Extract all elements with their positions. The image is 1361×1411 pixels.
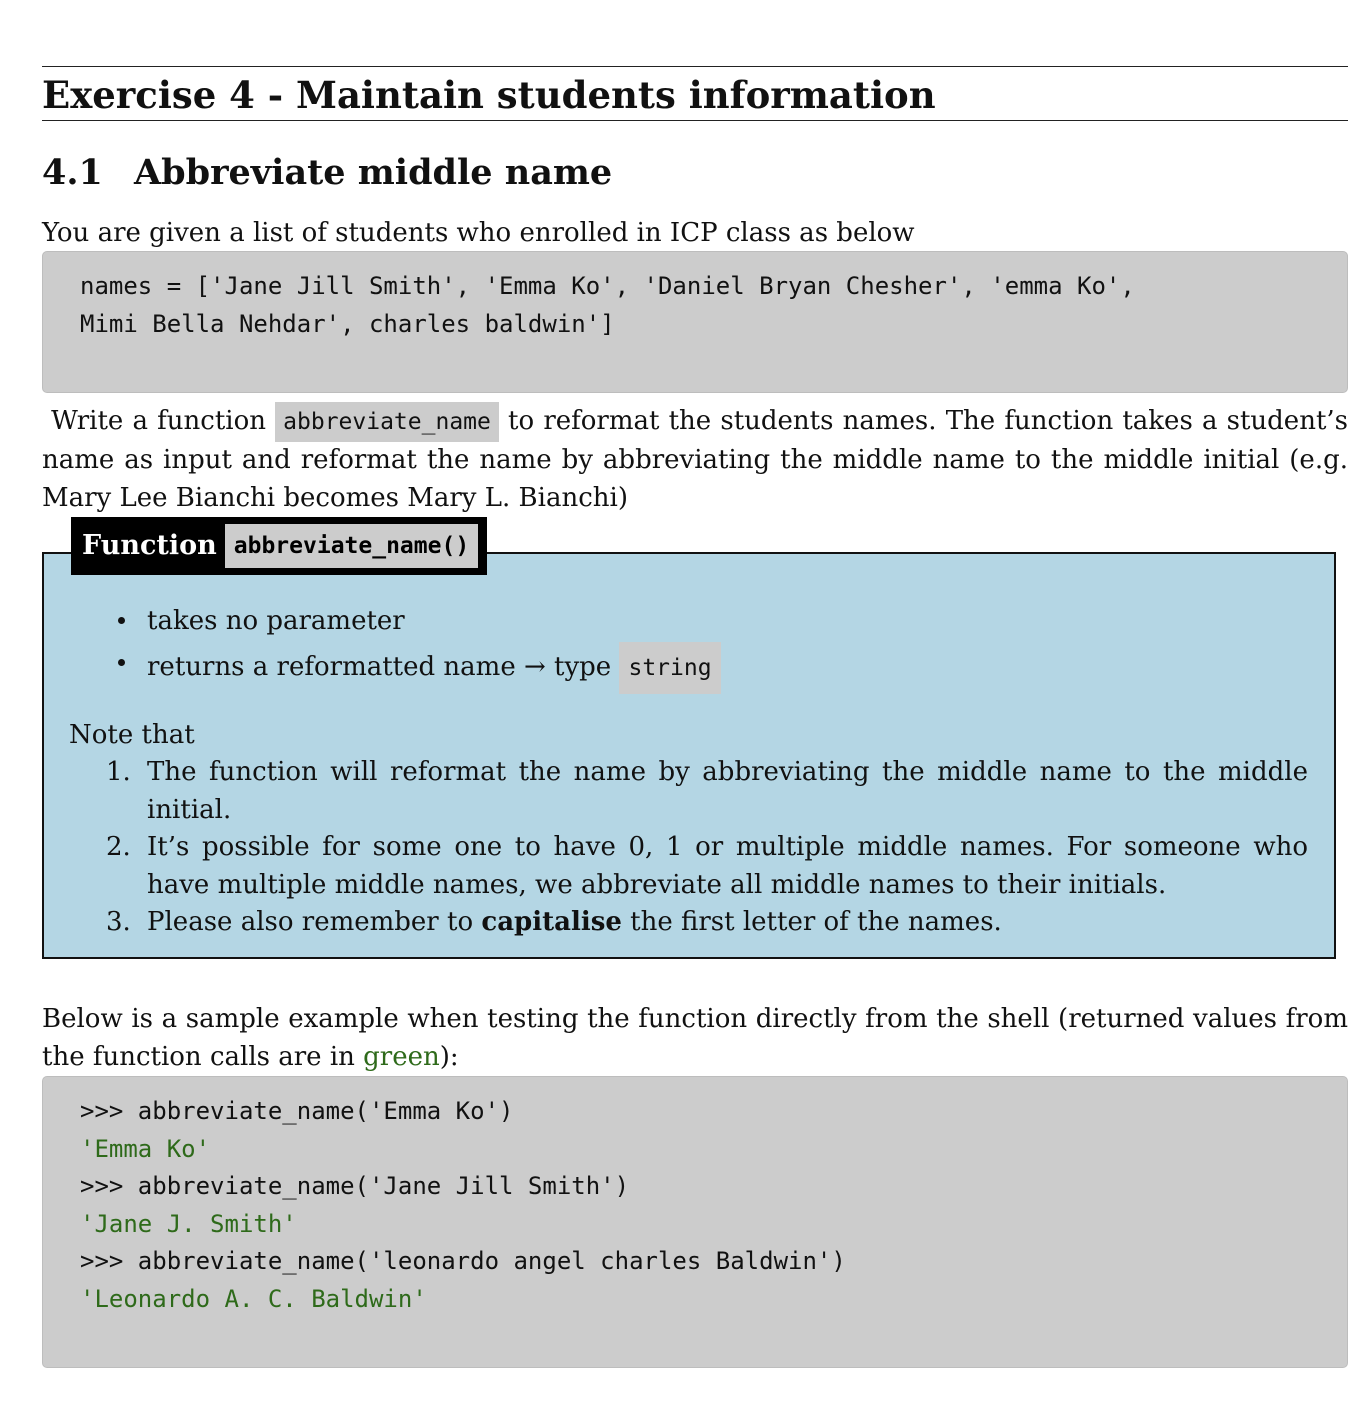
notes-list — [44, 754, 1334, 942]
names-code-block — [42, 251, 1348, 393]
bullet-text: returns a reformatted name → type — [147, 652, 620, 682]
shell-input-line: >>> abbreviate_name('leonardo angel charles Baldwin') — [80, 1247, 846, 1275]
bullet-text: takes no parameter — [147, 606, 405, 636]
code-line: Mimi Bella Nehdar', charles baldwin'] — [80, 309, 615, 338]
shell-output-line: 'Emma Ko' — [80, 1134, 211, 1163]
shell-output-line: 'Leonardo A. C. Baldwin' — [80, 1284, 427, 1313]
inline-code: abbreviate_name — [275, 402, 499, 442]
sample-intro-text: ): — [439, 1042, 459, 1072]
description-paragraph — [42, 402, 1348, 517]
section-number: 4.1 — [42, 152, 103, 193]
description-text: to reformat the students names. The function takes a student’s name as input and reformat the name by abbreviating the middle name to the middle initial (e.g. Mary Lee Bianchi becomes Mary L. Bianchi) — [42, 406, 1348, 513]
bullet-icon — [118, 617, 125, 624]
intro-paragraph: You are given a list of students who enrolled in ICP class as below — [42, 218, 915, 248]
note-text: The function will reformat the name by abbreviating the middle name to the middle initial. — [147, 757, 1308, 825]
function-label-text: Function — [82, 530, 217, 561]
list-item: 3. Please also remember to capitalise the first letter of the names. — [106, 907, 1002, 937]
sample-intro-paragraph — [42, 1000, 1348, 1076]
title-rule-top — [42, 66, 1348, 67]
green-word: green — [363, 1042, 440, 1072]
title-rule-bottom — [42, 120, 1348, 121]
list-item — [44, 600, 721, 642]
inline-code: string — [619, 642, 720, 694]
section-heading — [42, 150, 612, 196]
shell-example-block — [42, 1076, 1348, 1368]
list-item — [44, 642, 721, 694]
note-text: It’s possible for some one to have 0, 1 or multiple middle names. For someone who have multiple middle names, we abbreviate all middle names to their initials. — [147, 832, 1308, 900]
list-item: 1. The function will reformat the name by abbreviating the middle name to the middle initial. — [106, 757, 1308, 825]
function-label — [71, 517, 487, 575]
bullet-icon — [118, 659, 125, 666]
section-title: Abbreviate middle name — [134, 152, 613, 193]
function-spec-box — [42, 530, 1336, 959]
shell-input-line: >>> abbreviate_name('Jane Jill Smith') — [80, 1172, 630, 1200]
code-line: names = ['Jane Jill Smith', 'Emma Ko', 'Daniel Bryan Chesher', 'emma Ko', — [80, 272, 1135, 300]
note-text: the first letter of the names. — [621, 907, 1002, 937]
list-item: 2. It’s possible for some one to have 0, 1 or multiple middle names. For someone who have multiple middle names, we abbreviate all middle names to their initials. — [106, 832, 1308, 900]
shell-output-line: 'Jane J. Smith' — [80, 1209, 297, 1238]
description-text: Write a function — [42, 406, 276, 436]
function-bullets — [44, 600, 721, 694]
shell-input-line: >>> abbreviate_name('Emma Ko') — [80, 1097, 514, 1125]
note-text: Please also remember to — [147, 907, 482, 937]
sample-intro-text: Below is a sample example when testing the function directly from the shell (returned values from the function calls are in — [42, 1004, 1348, 1072]
exercise-title: Exercise 4 - Maintain students information — [42, 73, 936, 117]
function-signature: abbreviate_name() — [225, 524, 478, 568]
emphasis-text: capitalise — [481, 907, 622, 937]
note-intro: Note that — [69, 720, 195, 750]
